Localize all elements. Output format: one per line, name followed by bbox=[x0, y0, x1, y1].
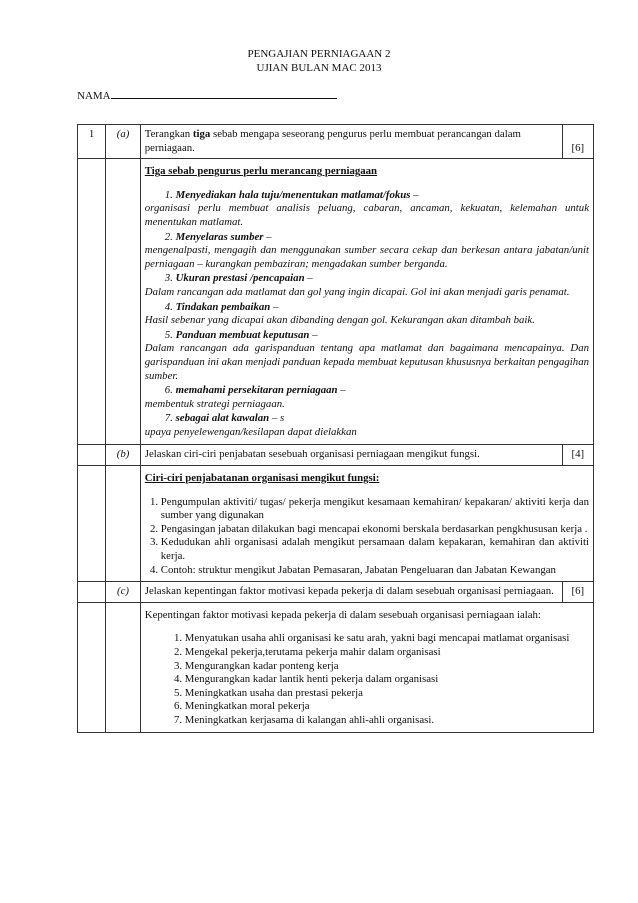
list-item: 2. Mengekal pekerja,terutama pekerja mahir dalam organisasi bbox=[185, 646, 589, 660]
answer-point: 5. Panduan membuat keputusan – Dalam rancangan ada garispanduan tentang apa matlamat dan bagaimana mencapainya. Dan garispanduan ini akan menjadi panduan kepada membuat keputusan khususnya berkaitan pengagihan sumber. bbox=[144, 328, 589, 382]
answer-point: 4. Tindakan pembaikan – Hasil sebenar yang dicapai akan dibanding dengan gol. Kekurangan akan ditambah baik. bbox=[144, 300, 535, 327]
name-field bbox=[77, 88, 337, 104]
answer-title-b: Ciri-ciri penjabatanan organisasi mengikut fungsi: bbox=[144, 472, 380, 485]
list-item: 5. Meningkatkan usaha dan prestasi pekerja bbox=[185, 687, 589, 701]
answer-row-c bbox=[78, 602, 594, 732]
question-row-a bbox=[78, 125, 594, 159]
question-text-c: Jelaskan kepentingan faktor motivasi kepada pekerja di dalam sesebuah organisasi perniagaan. bbox=[140, 582, 562, 603]
list-item: 7. Meningkatkan kerjasama di kalangan ahli-ahli organisasi. bbox=[185, 714, 589, 728]
list-item: 2. Pengasingan jabatan dilakukan bagi mencapai ekonomi berskala berdasarkan pengkhususan kerja . bbox=[161, 523, 589, 537]
question-number: 1 bbox=[78, 125, 106, 159]
name-line bbox=[111, 88, 337, 99]
answer-row-a bbox=[78, 159, 594, 445]
list-item: 3. Mengurangkan kadar ponteng kerja bbox=[185, 660, 589, 674]
answer-point: 7. sebagai alat kawalan – s upaya penyelewengan/kesilapan dapat dielakkan bbox=[144, 412, 357, 438]
exam-title: UJIAN BULAN MAC 2013 bbox=[256, 62, 382, 74]
answer-point: 6. memahami persekitaran perniagaan – membentuk strategi perniagaan. bbox=[144, 384, 346, 410]
answer-c bbox=[140, 602, 593, 732]
question-row-c bbox=[78, 582, 594, 603]
part-label-c: (c) bbox=[106, 582, 141, 603]
list-item: 1. Pengumpulan aktiviti/ tugas/ pekerja mengikut kesamaan kemahiran/ kepakaran/ aktiviti kerja dan sumber yang digunakan bbox=[161, 496, 589, 523]
answer-title-a: Tiga sebab pengurus perlu merancang perniagaan bbox=[144, 165, 378, 178]
marks-a: [6] bbox=[562, 125, 593, 159]
answer-point: 2. Menyelaras sumber – mengenalpasti, mengagih dan menggunakan sumber secara cekap dan berkesan antara jabatan/unit perniagaan – kurangkan pembaziran; mengadakan sumber berganda. bbox=[144, 230, 589, 270]
list-item: 4. Mengurangkan kadar lantik henti pekerja dalam organisasi bbox=[185, 673, 589, 687]
list-item: 4. Contoh: struktur mengikut Jabatan Pemasaran, Jabatan Pengeluaran dan Jabatan Kewangan bbox=[161, 564, 589, 578]
question-table bbox=[77, 124, 594, 733]
answer-a bbox=[140, 159, 593, 445]
list-item: 3. Kedudukan ahli organisasi adalah mengikut persamaan dalam kepakaran, kemahiran dan aktiviti kerja. bbox=[161, 536, 589, 563]
answer-list-c bbox=[145, 632, 589, 727]
name-label: NAMA bbox=[77, 90, 111, 102]
list-item: 6. Meningkatkan moral pekerja bbox=[185, 700, 589, 714]
question-text-b: Jelaskan ciri-ciri penjabatan sesebuah organisasi perniagaan mengikut fungsi. bbox=[140, 445, 562, 466]
answer-b bbox=[140, 466, 593, 582]
answer-intro-c: Kepentingan faktor motivasi kepada pekerja di dalam sesebuah organisasi perniagaan ialah: bbox=[144, 608, 541, 621]
question-text-a: Terangkan tiga sebab mengapa seseorang pengurus perlu membuat perancangan dalam perniagaan. bbox=[140, 125, 562, 159]
part-label-a: (a) bbox=[106, 125, 141, 159]
exam-subject: PENGAJIAN PERNIAGAAN 2 bbox=[247, 48, 391, 60]
marks-b: [4] bbox=[562, 445, 593, 466]
part-label-b: (b) bbox=[106, 445, 141, 466]
list-item: 1. Menyatukan usaha ahli organisasi ke satu arah, yakni bagi mencapai matlamat organisasi bbox=[185, 632, 589, 646]
answer-point: 1. Menyediakan hala tuju/menentukan matlamat/fokus – organisasi perlu membuat analisis peluang, cabaran, ancaman, kekuatan, kelemahan untuk menentukan matlamat. bbox=[144, 188, 589, 228]
question-row-b bbox=[78, 445, 594, 466]
answer-point: 3. Ukuran prestasi /pencapaian – Dalam rancangan ada matlamat dan gol yang ingin dicapai. Gol ini akan menjadi garis penamat. bbox=[144, 272, 570, 298]
marks-c: [6] bbox=[562, 582, 593, 603]
answer-row-b bbox=[78, 466, 594, 582]
exam-header bbox=[0, 47, 638, 75]
answer-list-b bbox=[145, 496, 589, 578]
